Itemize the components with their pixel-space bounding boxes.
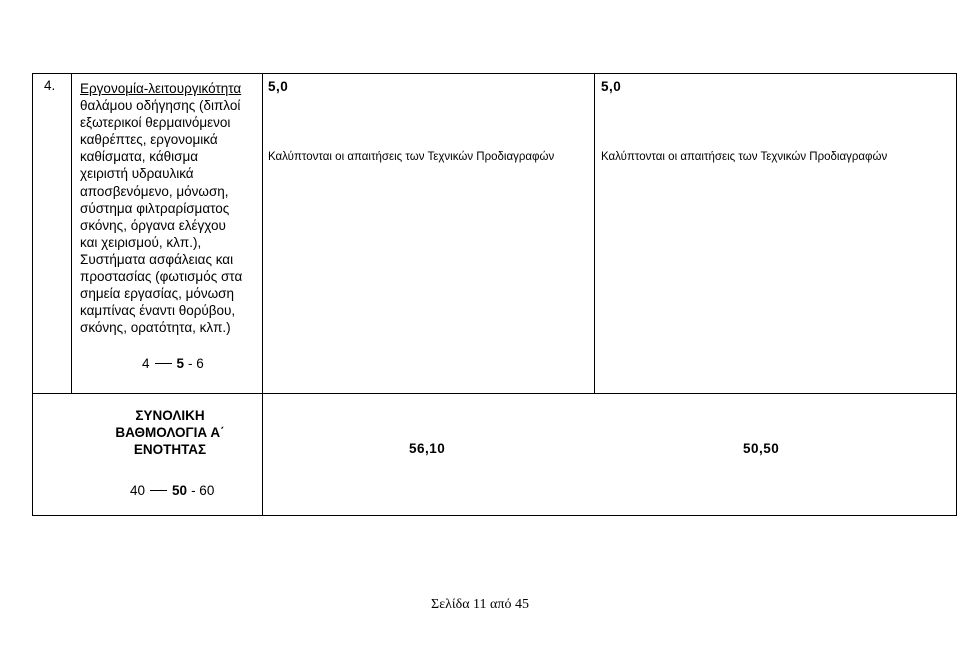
weight-range-high: - 6 bbox=[188, 356, 204, 371]
criterion-line-1: Εργονομία-λειτουργικότητα bbox=[80, 81, 242, 96]
weight-range bbox=[142, 356, 204, 371]
total-value-b: 50,50 bbox=[743, 441, 780, 456]
total-range-mid: 50 bbox=[172, 483, 188, 498]
total-score-title bbox=[80, 407, 260, 458]
total-range-high: - 60 bbox=[191, 483, 215, 498]
border-bottom bbox=[32, 515, 957, 516]
offer-a-description: Καλύπτονται οι απαιτήσεις των Τεχνικών Προδιαγραφών bbox=[268, 151, 555, 163]
total-title-line: ΒΑΘΜΟΛΟΓΙΑ Α΄ bbox=[115, 425, 225, 440]
border-col-offer bbox=[594, 73, 595, 394]
criterion-line: θαλάμου οδήγησης (διπλοί bbox=[80, 98, 241, 114]
range-dash bbox=[155, 363, 172, 364]
border-right bbox=[956, 73, 957, 516]
weight-range-low: 4 bbox=[142, 356, 150, 371]
criterion-line: προστασίας (φωτισμός στα bbox=[80, 269, 243, 285]
border-top bbox=[32, 73, 957, 74]
border-col-criterion bbox=[262, 73, 263, 516]
page-number-footer: Σελίδα 11 από 45 bbox=[431, 597, 529, 612]
weight-range-mid: 5 bbox=[176, 356, 185, 371]
criterion-line: καθίσματα, κάθισμα bbox=[80, 149, 199, 165]
border-row-separator bbox=[32, 393, 957, 394]
criterion-line: καθρέπτες, εργονομικά bbox=[80, 132, 218, 148]
criterion-line: Συστήματα ασφάλειας και bbox=[80, 251, 234, 267]
total-title-line: ΕΝΟΤΗΤΑΣ bbox=[133, 442, 207, 457]
total-range-low: 40 bbox=[130, 483, 146, 498]
criterion-line: και χειρισμού, κλπ.), bbox=[80, 234, 202, 250]
range-dash bbox=[150, 490, 167, 491]
offer-b-score: 5,0 bbox=[601, 79, 622, 94]
total-value-a: 56,10 bbox=[409, 441, 446, 456]
criterion-line: εξωτερικοί θερμαινόμενοι bbox=[80, 115, 231, 131]
offer-b-description: Καλύπτονται οι απαιτήσεις των Τεχνικών Προδιαγραφών bbox=[601, 151, 888, 163]
criterion-line: σύστημα φιλτραρίσματος bbox=[80, 200, 230, 216]
criterion-line: καμπίνας έναντι θορύβου, bbox=[80, 303, 236, 319]
total-weight-range bbox=[130, 483, 214, 498]
border-col-number bbox=[71, 73, 72, 394]
offer-a-score: 5,0 bbox=[268, 79, 289, 94]
total-title-line: ΣΥΝΟΛΙΚΗ bbox=[135, 408, 205, 423]
criterion-line: αποσβενόμενο, μόνωση, bbox=[80, 183, 229, 199]
criterion-text bbox=[80, 80, 260, 336]
criterion-line: χειριστή υδραυλικά bbox=[80, 166, 194, 182]
criterion-line: σκόνης, όργανα ελέγχου bbox=[80, 217, 226, 233]
criterion-line: σκόνης, ορατότητα, κλπ.) bbox=[80, 320, 231, 336]
border-left bbox=[32, 73, 33, 516]
row-number: 4. bbox=[44, 78, 56, 93]
criterion-line: σημεία εργασίας, μόνωση bbox=[80, 286, 235, 302]
